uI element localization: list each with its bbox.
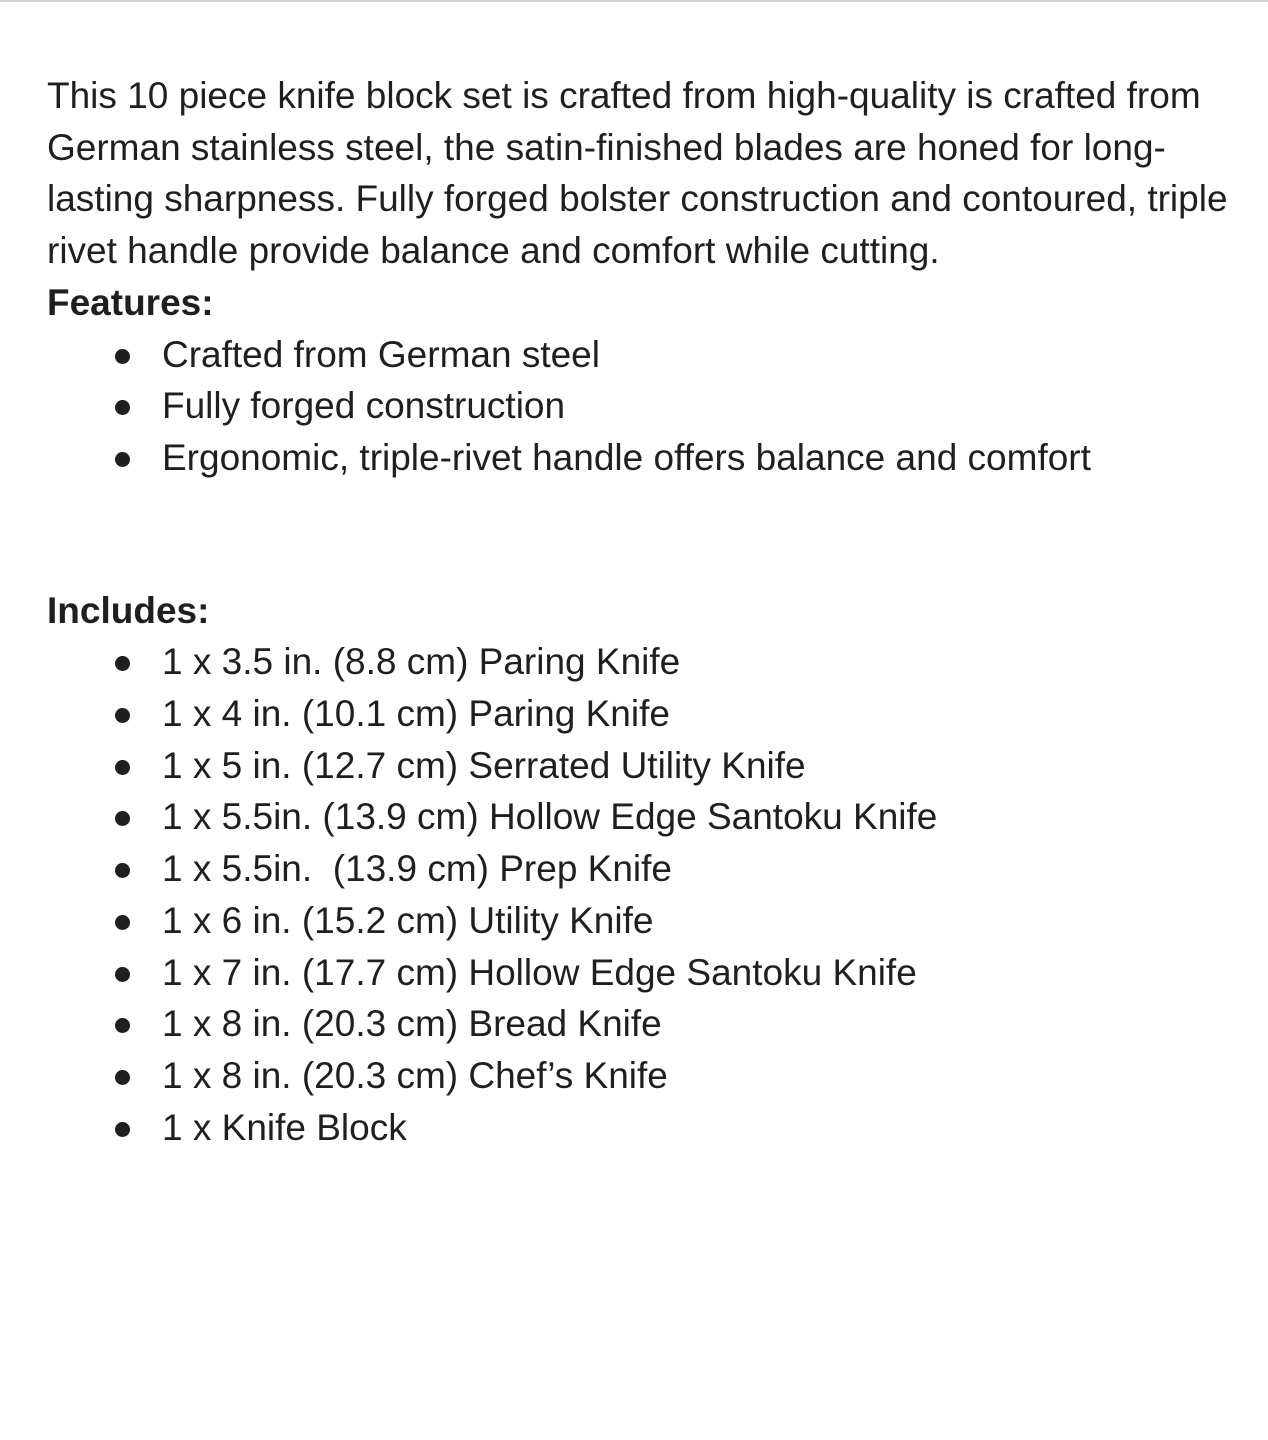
includes-item: 1 x 8 in. (20.3 cm) Bread Knife bbox=[47, 998, 1237, 1050]
includes-item: 1 x 6 in. (15.2 cm) Utility Knife bbox=[47, 895, 1237, 947]
includes-item: 1 x 5 in. (12.7 cm) Serrated Utility Knife bbox=[47, 740, 1237, 792]
includes-list bbox=[47, 636, 1237, 1153]
includes-item: 1 x 7 in. (17.7 cm) Hollow Edge Santoku Knife bbox=[47, 947, 1237, 999]
top-divider bbox=[0, 0, 1268, 2]
includes-item: 1 x 5.5in. (13.9 cm) Prep Knife bbox=[47, 843, 1237, 895]
features-list bbox=[47, 329, 1237, 484]
features-heading: Features: bbox=[47, 281, 214, 323]
product-description bbox=[47, 70, 1237, 1153]
includes-item: 1 x 8 in. (20.3 cm) Chef’s Knife bbox=[47, 1050, 1237, 1102]
feature-item: Fully forged construction bbox=[47, 380, 1237, 432]
includes-heading: Includes: bbox=[47, 589, 210, 631]
includes-item: 1 x 3.5 in. (8.8 cm) Paring Knife bbox=[47, 636, 1237, 688]
includes-item: 1 x 5.5in. (13.9 cm) Hollow Edge Santoku Knife bbox=[47, 791, 1237, 843]
description-paragraph: This 10 piece knife block set is crafted from high-quality is crafted from German stainless steel, the satin-finished blades are honed for long-lasting sharpness. Fully forged bolster construction and contoured, triple rivet handle provide balance and comfort while cutting. bbox=[47, 75, 1228, 272]
feature-item: Ergonomic, triple-rivet handle offers balance and comfort bbox=[47, 432, 1237, 484]
includes-item: 1 x Knife Block bbox=[47, 1102, 1237, 1154]
includes-item: 1 x 4 in. (10.1 cm) Paring Knife bbox=[47, 688, 1237, 740]
feature-item: Crafted from German steel bbox=[47, 329, 1237, 381]
